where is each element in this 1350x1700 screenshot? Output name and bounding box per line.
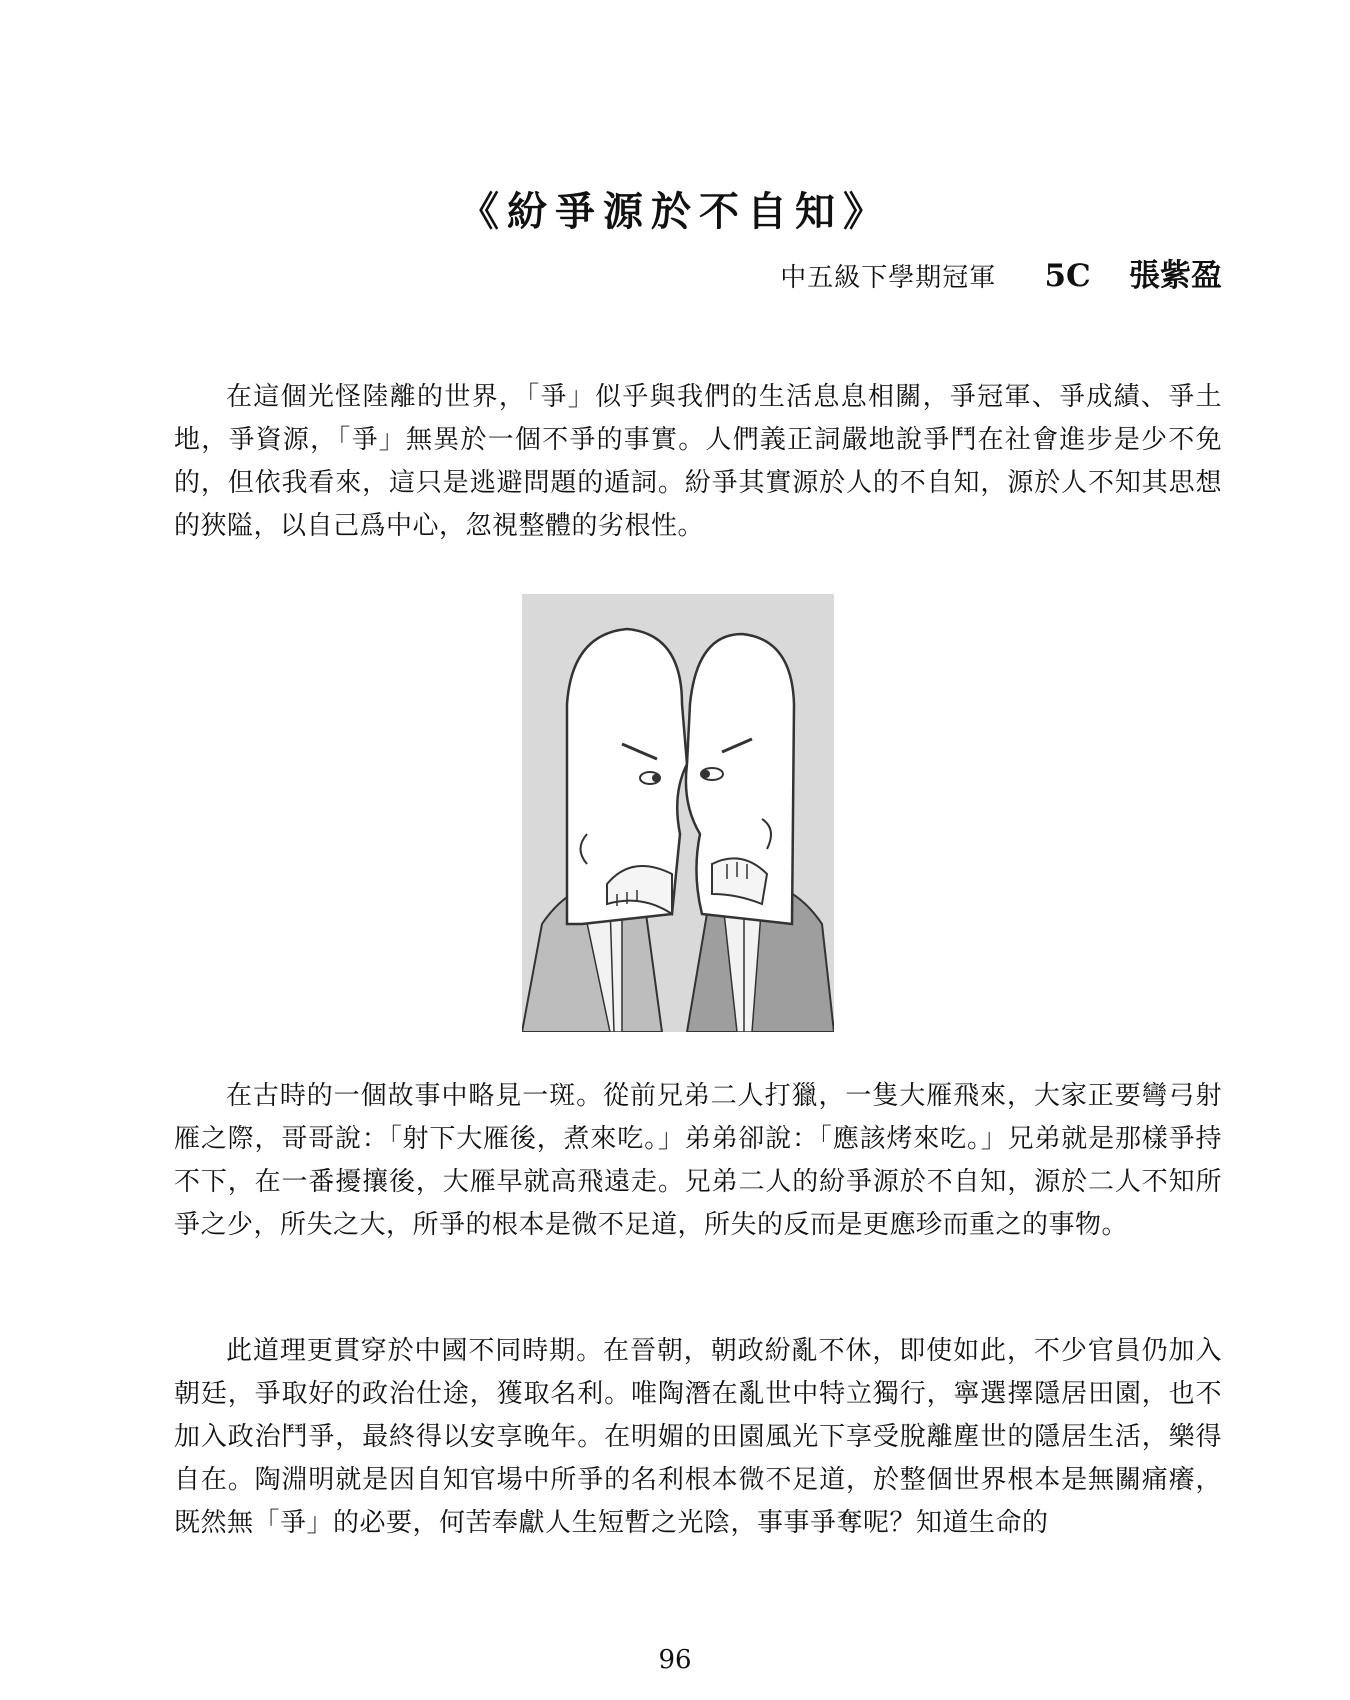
class-label: 5C xyxy=(1044,258,1091,294)
illustration-arguing-men xyxy=(522,594,834,1032)
author-name: 張紫盈 xyxy=(1129,258,1222,294)
page-number: 96 xyxy=(658,1645,692,1675)
paragraph-3: 此道理更貫穿於中國不同時期。在晉朝，朝政紛亂不休，即使如此，不少官員仍加入朝廷，爭取好的政治仕途，獲取名利。唯陶潛在亂世中特立獨行，寧選擇隱居田園，也不加入政治鬥爭，最終得以安享晚年。在明媚的田園風光下享受脫離塵世的隱居生活，樂得自在。陶淵明就是因自知官場中所爭的名利根本微不足道，於整個世界根本是無關痛癢，既然無「爭」的必要，何苦奉獻人生短暫之光陰，事事爭奪呢？知道生命的 xyxy=(174,1336,1222,1538)
paragraph-1: 在這個光怪陸離的世界，「爭」似乎與我們的生活息息相關，爭冠軍、爭成績、爭土地，爭資源，「爭」無異於一個不爭的事實。人們義正詞嚴地說爭鬥在社會進步是少不免的，但依我看來，這只是逃避問題的遁詞。紛爭其實源於人的不自知，源於人不知其思想的狹隘，以自己爲中心，忽視整體的劣根性。 xyxy=(174,382,1222,541)
award-text: 中五級下學期冠軍 xyxy=(780,263,997,293)
paragraph-2: 在古時的一個故事中略見一斑。從前兄弟二人打獵，一隻大雁飛來，大家正要彎弓射雁之際，哥哥說：「射下大雁後，煮來吃。」弟弟卻說：「應該烤來吃。」兄弟就是那樣爭持不下，在一番擾攘後，大雁早就高飛遠走。兄弟二人的紛爭源於不自知，源於二人不知所爭之少，所失之大，所爭的根本是微不足道，所失的反而是更應珍而重之的事物。 xyxy=(174,1081,1222,1240)
page-title: 《紛爭源於不自知》 xyxy=(459,188,891,235)
byline xyxy=(780,250,1222,295)
